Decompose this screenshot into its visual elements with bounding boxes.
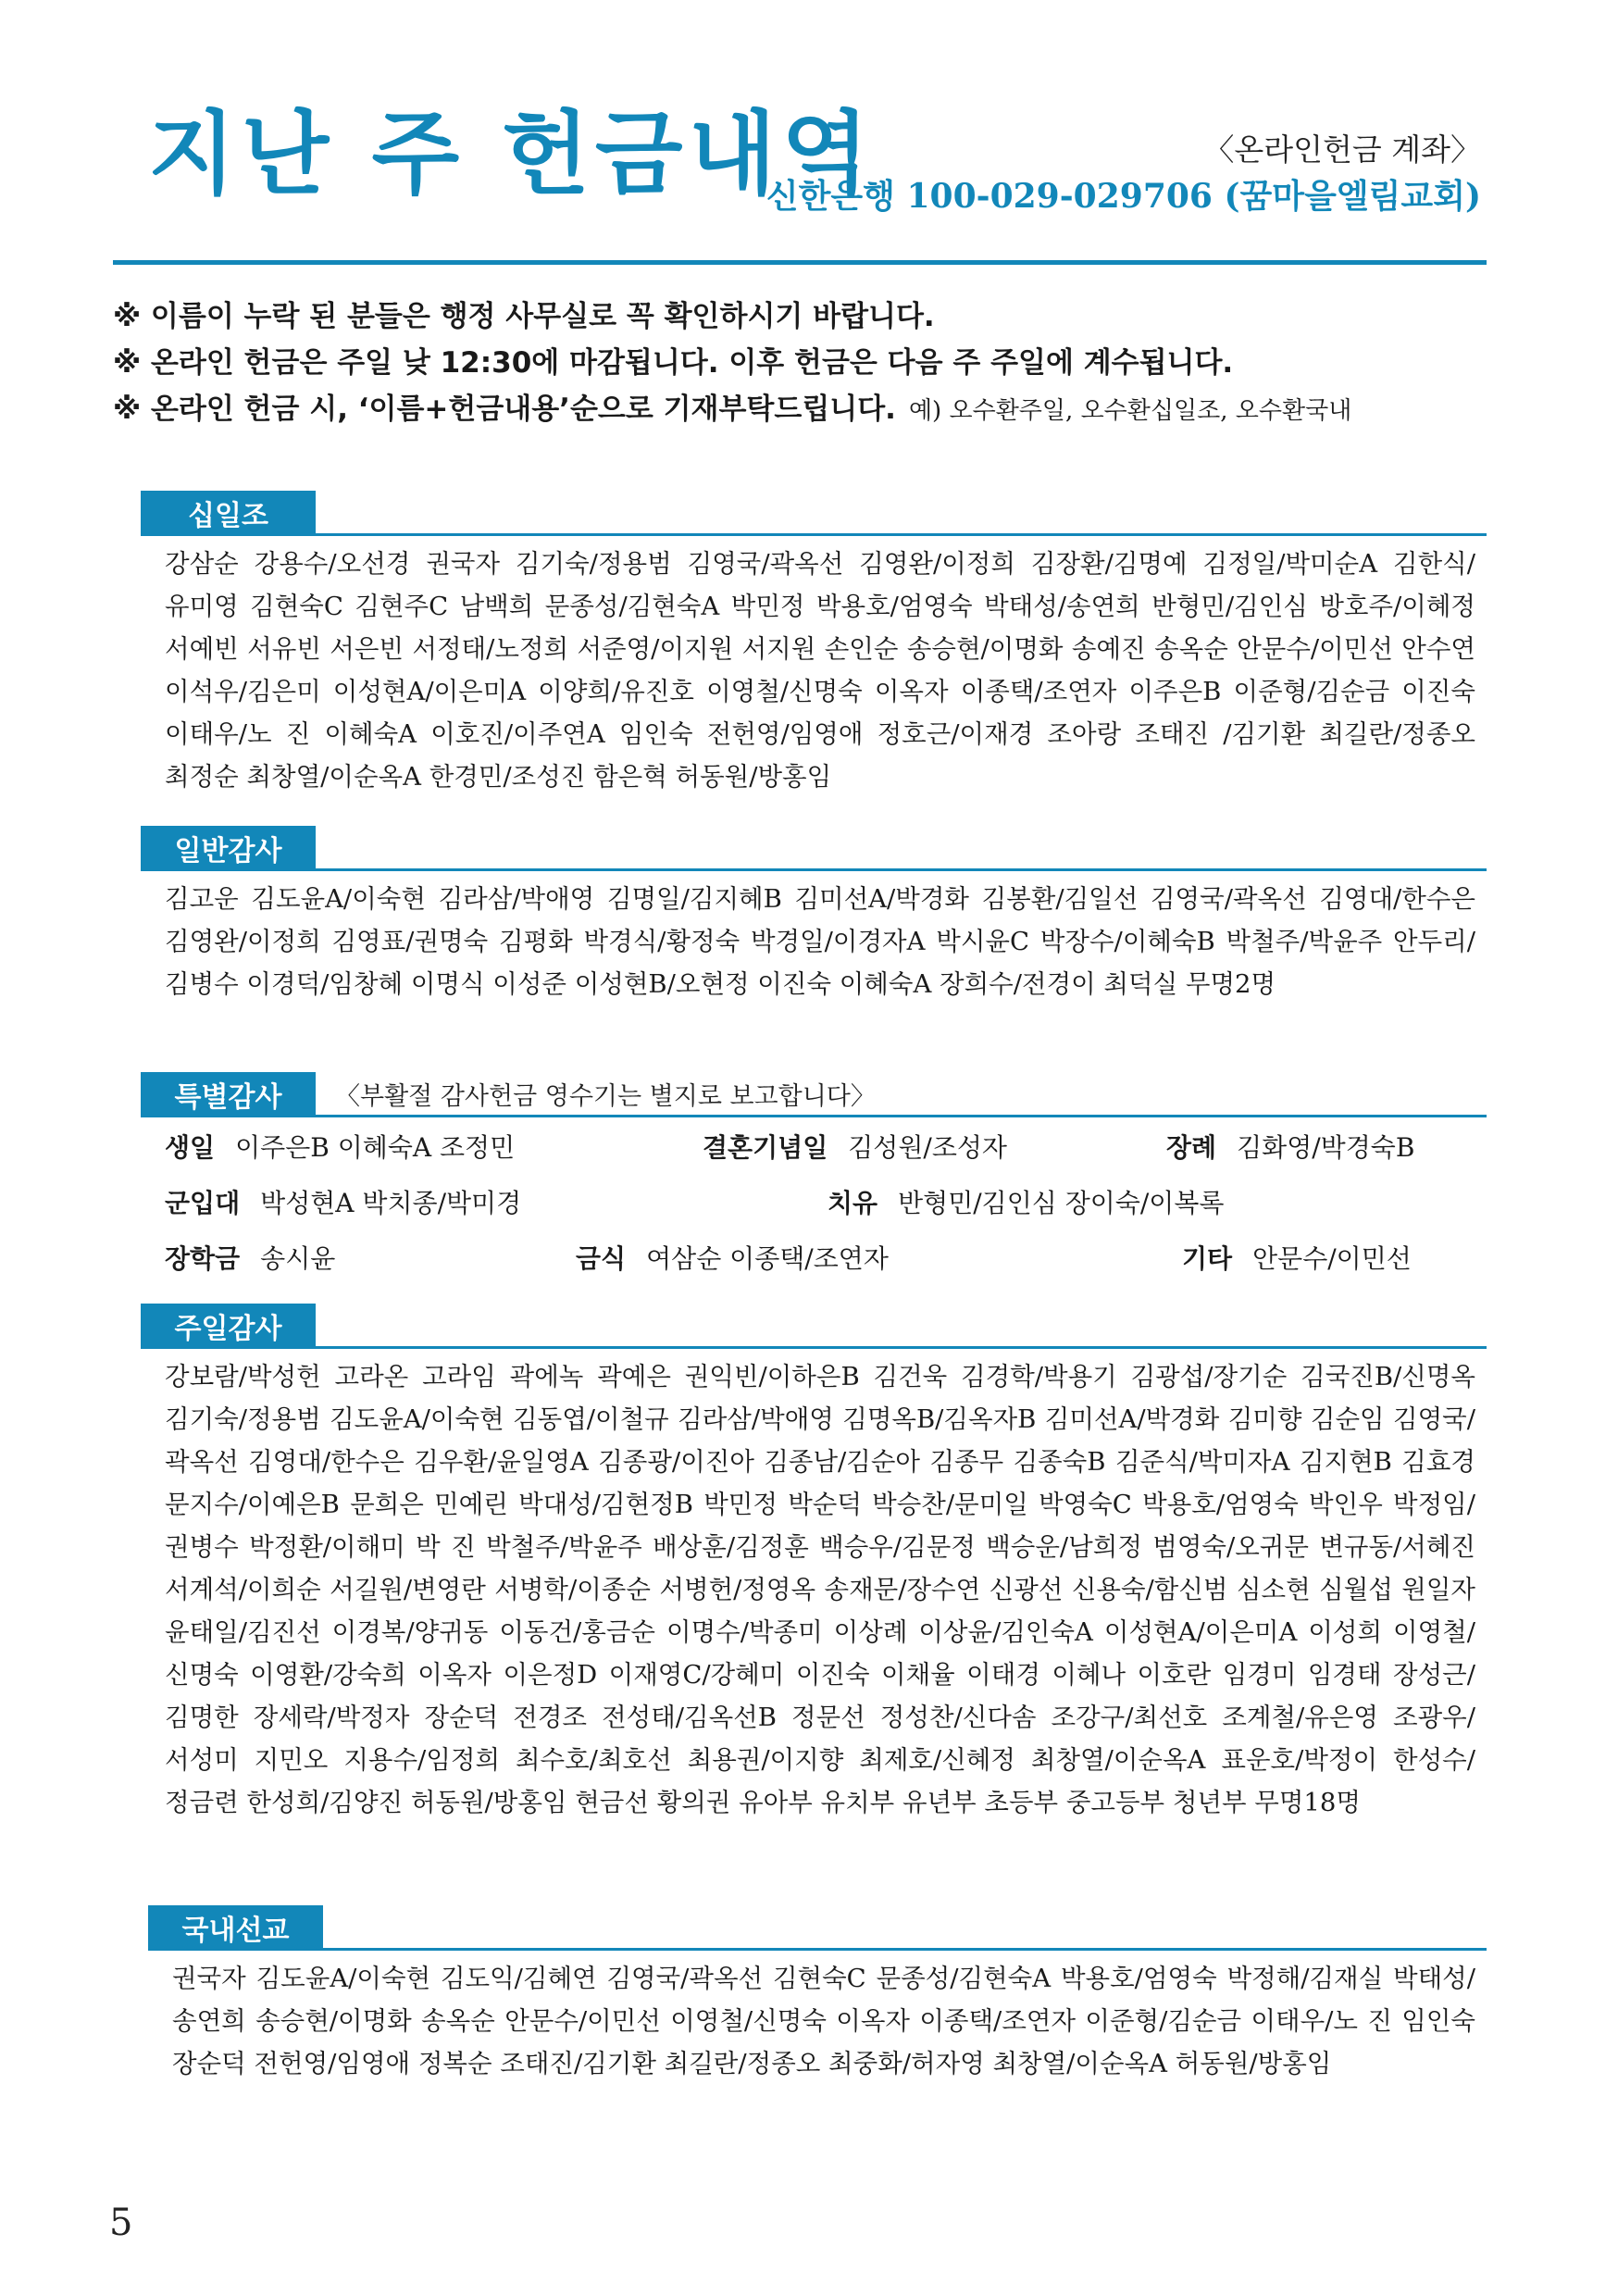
special-names: 안문수/이민선 [1252, 1243, 1412, 1274]
section-title: 주일감사 [141, 1304, 316, 1348]
section-names: 강삼순 강용수/오선경 권국자 김기숙/정용범 김영국/곽옥선 김영완/이정희 김장환/김명예 김정일/박미순A 김한식/유미영 김현숙C 김현주C 남백희 문종성/김현숙A 박민정 박용호/엄영숙 박태성/송연희 반형민/김인심 방호주/이혜정 서예빈 서유빈 서은빈 서정태/노정희 서준영/이지원 서지원 손인순 송승현/이명화 송예진 송옥순 안문수/이민선 안수연 이석우/김은미 이성현A/이은미A 이양희/유진호 이영철/신명숙 이옥자 이종택/조연자 이주은B 이준형/김순금 이진숙 이태우/노 진 이혜숙A 이호진/이주연A 임인숙 전헌영/임영애 정호근/이재경 조아랑 조태진 /김기환 최길란/정종오 최정순 최창열/이순옥A 한경민/조성진 함은혁 허동원/방홍임 [165, 549, 1475, 792]
special-names: 반형민/김인심 장이숙/이복록 [898, 1188, 1225, 1218]
notice-text: ※ 온라인 헌금 시, ‘이름+헌금내용’순으로 기재부탁드립니다. [113, 393, 896, 426]
section-header [141, 491, 1487, 535]
notice-text: ※ 온라인 헌금은 주일 낮 12:30에 마감됩니다. 이후 헌금은 다음 주 주일에 계수됩니다. [113, 346, 1234, 380]
special-names: 이주은B 이혜숙A 조정민 [235, 1132, 516, 1163]
section-special-thanks [141, 1072, 1487, 1283]
section-title: 십일조 [141, 491, 316, 535]
section-title: 특별감사 [141, 1072, 316, 1117]
special-item-scholarship [165, 1239, 335, 1276]
special-names: 김성원/조성자 [848, 1132, 1007, 1163]
section-header [141, 1304, 1487, 1348]
section-divider [148, 1948, 1487, 1951]
section-names: 강보람/박성헌 고라온 고라임 곽에녹 곽예은 권익빈/이하은B 김건욱 김경학/박용기 김광섭/장기순 김국진B/신명옥 김기숙/정용범 김도윤A/이숙현 김동엽/이철규 김라삼/박애영 김명옥B/김옥자B 김미선A/박경화 김미향 김순임 김영국/곽옥선 김영대/한수은 김우환/윤일영A 김종광/이진아 김종남/김순아 김종무 김종숙B 김준식/박미자A 김지현B 김효경 문지수/이예은B 문희은 민예린 박대성/김현정B 박민정 박순덕 박승찬/문미일 박영숙C 박용호/엄영숙 박인우 박정임/권병수 박정환/이해미 박 진 박철주/박윤주 배상훈/김정훈 백승우/김문정 백승운/남희정 범영숙/오귀문 변규동/서혜진 서계석/이희순 서길원/변영란 서병학/이종순 서병헌/정영옥 송재문/장수연 신광선 신용숙/함신범 심소현 심월섭 원일자 윤태일/김진선 이경복/양귀동 이동건/홍금순 이명수/박종미 이상례 이상윤/김인숙A 이성현A/이은미A 이성희 이영철/신명숙 이영환/강숙희 이옥자 이은정D 이재영C/강혜미 이진숙 이채율 이태경 이혜나 이호란 임경미 임경태 장성근/김명한 장세락/박정자 장순덕 전경조 전성태/김옥선B 정문선 정성찬/신다솜 조강구/최선호 조계철/유은영 조광우/서성미 지민오 지용수/임정희 최수호/최호선 최용권/이지향 최제호/신혜정 최창열/이순옥A 표운호/박정이 한성수/정금련 한성희/김양진 허동원/방홍임 현금선 황의권 유아부 유치부 유년부 초등부 중고등부 청년부 무명18명 [165, 1362, 1475, 1817]
special-row [141, 1172, 1487, 1228]
section-divider [141, 533, 1487, 536]
section-header [141, 1072, 1487, 1117]
section-tithe [141, 491, 1487, 798]
notice-item [113, 386, 1492, 432]
special-row [141, 1228, 1487, 1283]
section-general-thanks [141, 826, 1487, 1005]
section-header [148, 1905, 1487, 1950]
special-names: 김화영/박경숙B [1237, 1132, 1415, 1163]
section-divider [141, 1346, 1487, 1349]
special-label: 장례 [1166, 1132, 1217, 1163]
special-label: 군입대 [165, 1188, 241, 1218]
special-label: 기타 [1182, 1243, 1233, 1274]
section-title: 일반감사 [141, 826, 316, 870]
special-label: 장학금 [165, 1243, 241, 1274]
special-row [141, 1117, 1487, 1172]
bank-account-info: 신한은행 100-029-029706 (꿈마을엘림교회) [765, 177, 1481, 216]
notice-list [113, 293, 1492, 432]
special-names: 여삼순 이종택/조연자 [646, 1243, 889, 1274]
section-note: 〈부활절 감사헌금 영수기는 별지로 보고합니다〉 [335, 1082, 876, 1111]
special-item-fasting [576, 1239, 889, 1276]
notice-text: ※ 이름이 누락 된 분들은 행정 사무실로 꼭 확인하시기 바랍니다. [113, 300, 935, 333]
section-header [141, 826, 1487, 870]
notice-example: 예) 오수환주일, 오수환십일조, 오수환국내 [908, 397, 1352, 425]
section-names: 권국자 김도윤A/이숙현 김도익/김혜연 김영국/곽옥선 김현숙C 문종성/김현숙A 박용호/엄영숙 박정해/김재실 박태성/송연희 송승현/이명화 송옥순 안문수/이민선 이영철/신명숙 이옥자 이종택/조연자 이준형/김순금 이태우/노 진 임인숙 장순덕 전헌영/임영애 정복순 조태진/김기환 최길란/정종오 최중화/허자영 최창열/이순옥A 허동원/방홍임 [172, 1964, 1475, 2078]
page-number: 5 [109, 2202, 133, 2244]
special-item-funeral [1166, 1128, 1414, 1165]
special-names: 박성현A 박치종/박미경 [260, 1188, 522, 1218]
online-account-label: 〈온라인헌금 계좌〉 [1203, 131, 1481, 168]
special-item-enlistment [165, 1183, 521, 1220]
notice-item [113, 340, 1492, 386]
special-label: 결혼기념일 [703, 1132, 828, 1163]
special-item-other [1182, 1239, 1412, 1276]
special-item-anniversary [703, 1128, 1007, 1165]
special-item-birthday [165, 1128, 515, 1165]
section-title: 국내선교 [148, 1905, 323, 1950]
page-title: 지난 주 헌금내역 [148, 102, 875, 207]
header-divider [113, 260, 1487, 265]
special-label: 금식 [576, 1243, 627, 1274]
notice-item [113, 293, 1492, 340]
section-domestic-mission [148, 1905, 1487, 2085]
special-item-healing [828, 1183, 1224, 1220]
special-label: 치유 [828, 1188, 878, 1218]
section-sunday-thanks [141, 1304, 1487, 1824]
section-divider [141, 868, 1487, 871]
section-names: 김고운 김도윤A/이숙현 김라삼/박애영 김명일/김지혜B 김미선A/박경화 김봉환/김일선 김영국/곽옥선 김영대/한수은 김영완/이정희 김영표/권명숙 김평화 박경식/황정숙 박경일/이경자A 박시윤C 박장수/이혜숙B 박철주/박윤주 안두리/김병수 이경덕/임창혜 이명식 이성준 이성현B/오현정 이진숙 이혜숙A 장희수/전경이 최덕실 무명2명 [165, 884, 1475, 999]
special-label: 생일 [165, 1132, 216, 1163]
special-names: 송시윤 [260, 1243, 336, 1274]
